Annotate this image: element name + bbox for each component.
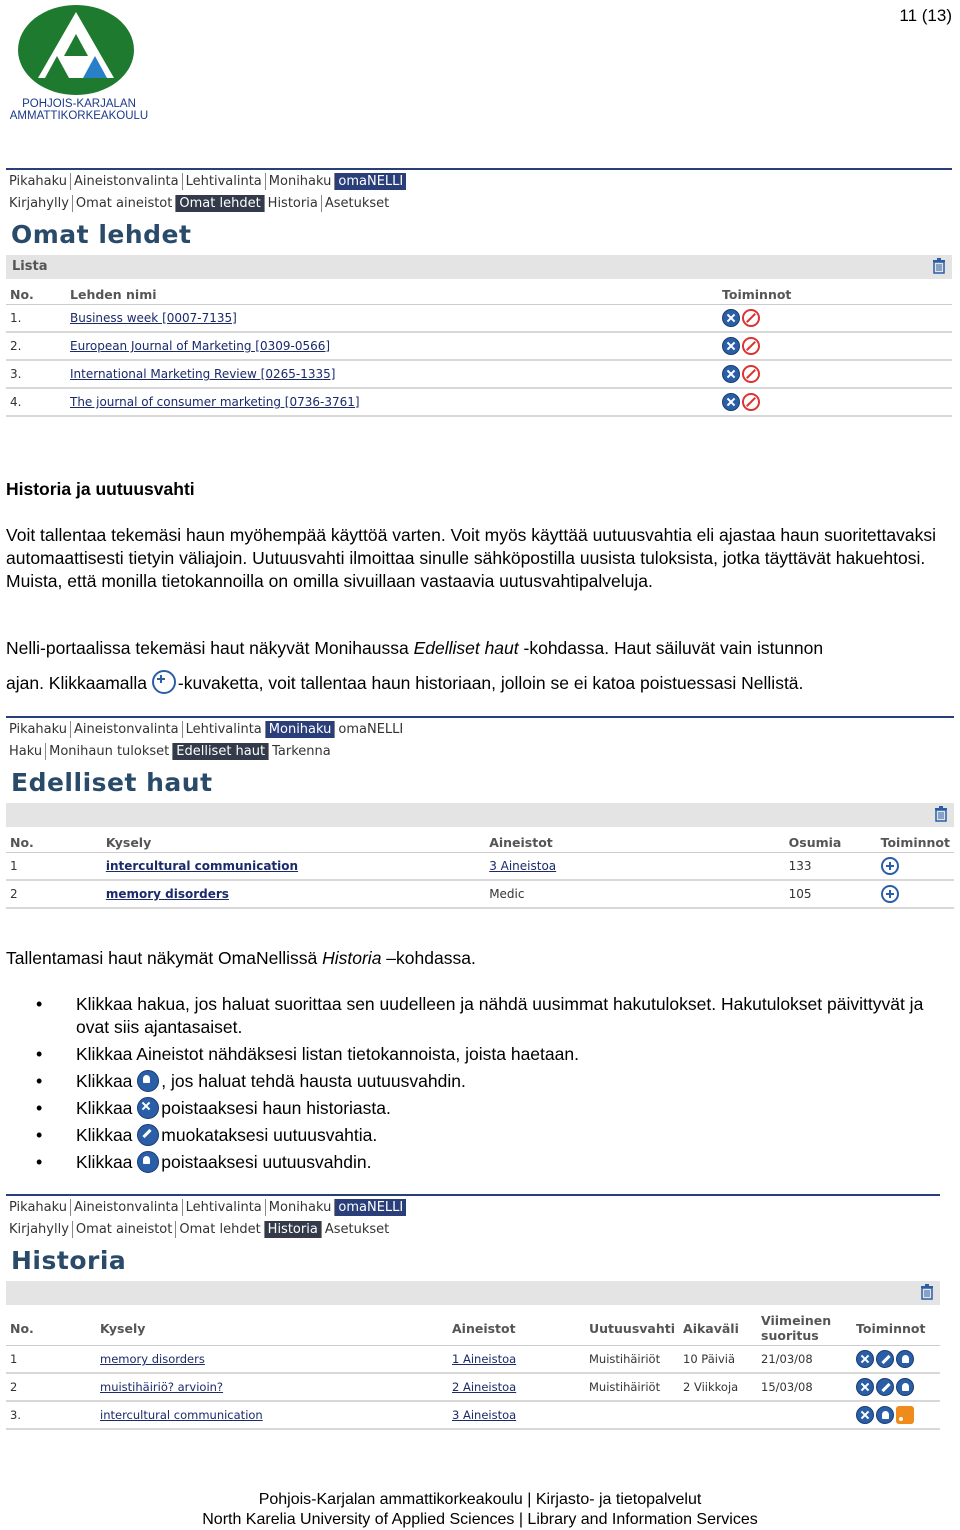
footer-line1: Pohjois-Karjalan ammattikorkeakoulu | Kirjasto- ja tietopalvelut xyxy=(258,1491,702,1508)
trash-icon[interactable] xyxy=(934,806,948,822)
edit-icon[interactable] xyxy=(876,1350,894,1368)
nav-haku[interactable]: Haku xyxy=(9,743,43,759)
table-row xyxy=(6,305,952,333)
interval xyxy=(679,1401,757,1429)
page-number: 11 (13) xyxy=(899,6,952,25)
row-no: 2 xyxy=(6,880,102,908)
query-link[interactable]: intercultural communication xyxy=(100,1408,263,1422)
col-interval: Aikaväli xyxy=(679,1305,757,1346)
delete-icon[interactable] xyxy=(856,1378,874,1396)
nav-row-sub xyxy=(6,1218,940,1240)
alert-name: Muistihäiriöt xyxy=(585,1373,679,1401)
trash-icon[interactable] xyxy=(920,1284,934,1300)
databases-link[interactable]: 3 Aineistoa xyxy=(452,1408,517,1422)
no-entry-icon[interactable] xyxy=(742,365,760,383)
shot-title: Omat lehdet xyxy=(11,220,192,249)
nav-lehtivalinta[interactable]: Lehtivalinta xyxy=(182,721,265,738)
col-query: Kysely xyxy=(96,1305,448,1346)
row-no: 4. xyxy=(6,388,66,416)
list-item: • Klikkaa Aineistot nähdäksesi listan tietokannoista, joista haetaan. xyxy=(36,1043,936,1066)
nav-pikahaku[interactable]: Pikahaku xyxy=(9,1199,68,1215)
section-heading: Historia ja uutuusvahti xyxy=(6,479,195,499)
screenshot-edelliset-haut xyxy=(6,716,954,909)
panel-label: Lista xyxy=(12,259,48,274)
delete-icon[interactable] xyxy=(856,1406,874,1424)
query-link[interactable]: memory disorders xyxy=(105,887,229,901)
nav-tarkenna[interactable]: Tarkenna xyxy=(268,743,334,760)
shot-title: Edelliset haut xyxy=(11,768,213,797)
nav-lehtivalinta[interactable]: Lehtivalinta xyxy=(182,1199,265,1216)
alert-bell-icon xyxy=(137,1151,159,1173)
paragraph-2b: ajan. Klikkaamalla -kuvaketta, voit tallentaa haun historiaan, jolloin se ei katoa poistuessasi Nellistä. xyxy=(6,668,946,698)
table-row xyxy=(6,1346,940,1374)
nav-monihaun-tulokset[interactable]: Monihaun tulokset xyxy=(45,743,172,760)
journal-link[interactable]: European Journal of Marketing [0309-0566] xyxy=(70,339,331,353)
journals-table xyxy=(6,279,952,417)
alert-name: Muistihäiriöt xyxy=(585,1346,679,1374)
instructions-list xyxy=(36,993,936,1178)
no-entry-icon[interactable] xyxy=(742,393,760,411)
row-no: 1 xyxy=(6,1346,96,1374)
col-last-run: Viimeinen suoritus xyxy=(757,1305,852,1346)
row-no: 3. xyxy=(6,360,66,388)
edit-icon[interactable] xyxy=(876,1378,894,1396)
col-no: No. xyxy=(6,279,66,305)
nav-row-main xyxy=(6,1196,940,1218)
interval: 2 Viikkoja xyxy=(679,1373,757,1401)
no-entry-icon[interactable] xyxy=(742,309,760,327)
panel-bar xyxy=(6,255,952,279)
screenshot-omat-lehdet xyxy=(6,168,952,417)
nav-lehtivalinta[interactable]: Lehtivalinta xyxy=(182,173,265,190)
paragraph-1: Voit tallentaa tekemäsi haun myöhempää käyttöä varten. Voit myös käyttää uutuusvahtia eli ajastaa haun suoritettavaksi automaattisesti tietyin väliajoin. Uutuusvahti ilmoittaa sinulle sähköpostilla uusista tuloksista, jotka täyttävät hakuehtosi. Muista, että monilla tietokannoilla on omilla sivuillaan vastaavia uutusvahtipalveluja. xyxy=(6,525,936,591)
shot-title: Historia xyxy=(11,1246,127,1275)
journal-link[interactable]: The journal of consumer marketing [0736-3761] xyxy=(70,395,360,409)
table-row xyxy=(6,1401,940,1429)
list-item: • Klikkaa muokataksesi uutuusvahtia. xyxy=(36,1124,936,1147)
last-run: 21/03/08 xyxy=(757,1346,852,1374)
nav-monihaku[interactable]: Monihaku xyxy=(265,173,335,190)
logo-text-line2: AMMATTIKORKEAKOULU xyxy=(9,110,149,122)
nav-asetukset[interactable]: Asetukset xyxy=(321,195,392,212)
list-item: • Klikkaa hakua, jos haluat suorittaa sen uudelleen ja nähdä uusimmat hakutulokset. Hakutulokset päivittyvät ja ovat siis ajantasaiset. xyxy=(36,993,936,1039)
delete-icon[interactable] xyxy=(722,337,740,355)
nav-pikahaku[interactable]: Pikahaku xyxy=(9,721,68,737)
row-no: 2. xyxy=(6,332,66,360)
nav-kirjahylly[interactable]: Kirjahylly xyxy=(9,195,69,211)
databases-link[interactable]: 2 Aineistoa xyxy=(452,1380,517,1394)
delete-icon[interactable] xyxy=(856,1350,874,1368)
col-hits: Osumia xyxy=(785,827,877,853)
nav-asetukset[interactable]: Asetukset xyxy=(321,1221,392,1238)
nav-kirjahylly[interactable]: Kirjahylly xyxy=(9,1221,69,1237)
nav-monihaku[interactable]: Monihaku xyxy=(265,721,335,738)
list-item: • Klikkaa poistaaksesi haun historiasta. xyxy=(36,1097,936,1120)
history-table xyxy=(6,1305,940,1430)
journal-link[interactable]: International Marketing Review [0265-1335] xyxy=(70,367,336,381)
nav-row-sub xyxy=(6,192,952,214)
previous-searches-table xyxy=(6,827,954,909)
nav-row-main xyxy=(6,170,952,192)
nav-pikahaku[interactable]: Pikahaku xyxy=(9,173,68,189)
databases: Medic xyxy=(485,880,784,908)
col-databases: Aineistot xyxy=(485,827,784,853)
save-plus-icon[interactable] xyxy=(881,857,899,875)
delete-icon[interactable] xyxy=(722,393,740,411)
alert-bell-icon[interactable] xyxy=(896,1378,914,1396)
col-actions: Toiminnot xyxy=(877,827,954,853)
databases-link[interactable]: 3 Aineistoa xyxy=(489,859,557,873)
edit-icon xyxy=(137,1124,159,1146)
screenshot-historia xyxy=(6,1194,940,1430)
logo-mark xyxy=(18,4,138,96)
nav-omanelli[interactable]: omaNELLI xyxy=(334,721,406,738)
interval: 10 Päiviä xyxy=(679,1346,757,1374)
nav-omat-aineistot[interactable]: Omat aineistot xyxy=(72,1221,175,1238)
nav-omanelli[interactable]: omaNELLI xyxy=(334,173,406,190)
nav-historia[interactable]: Historia xyxy=(264,195,321,212)
logo xyxy=(6,4,152,122)
nav-aineistonvalinta[interactable]: Aineistonvalinta xyxy=(70,721,182,738)
col-actions: Toiminnot xyxy=(852,1305,940,1346)
table-row xyxy=(6,332,952,360)
nav-row-main xyxy=(6,718,954,740)
row-no: 1 xyxy=(6,853,102,881)
paragraph-2: Nelli-portaalissa tekemäsi haut näkyvät Monihaussa Edelliset haut -kohdassa. Haut säiluvät vain istunnon xyxy=(6,638,824,658)
list-item: • Klikkaa poistaaksesi uutuusvahdin. xyxy=(36,1151,936,1174)
delete-icon[interactable] xyxy=(722,365,740,383)
col-no: No. xyxy=(6,827,102,853)
nav-aineistonvalinta[interactable]: Aineistonvalinta xyxy=(70,1199,182,1216)
col-actions: Toiminnot xyxy=(718,279,952,305)
table-row xyxy=(6,388,952,416)
nav-edelliset-haut[interactable]: Edelliset haut xyxy=(172,743,268,760)
logo-text-line1: POHJOIS-KARJALAN xyxy=(22,98,136,110)
delete-icon xyxy=(137,1097,159,1119)
row-no: 2 xyxy=(6,1373,96,1401)
nav-omat-lehdet[interactable]: Omat lehdet xyxy=(175,195,263,212)
col-databases: Aineistot xyxy=(448,1305,585,1346)
table-row xyxy=(6,853,954,881)
paragraph-3: Tallentamasi haut näkymät OmaNellissä Historia –kohdassa. xyxy=(6,948,476,968)
nav-omat-aineistot[interactable]: Omat aineistot xyxy=(72,195,175,212)
col-alert: Uutuusvahti xyxy=(585,1305,679,1346)
footer-line2: North Karelia University of Applied Sciences | Library and Information Services xyxy=(202,1511,758,1528)
alert-bell-icon[interactable] xyxy=(896,1350,914,1368)
trash-icon[interactable] xyxy=(932,258,946,274)
alert-bell-icon xyxy=(137,1070,159,1092)
nav-historia[interactable]: Historia xyxy=(264,1221,321,1238)
hits: 133 xyxy=(785,853,877,881)
row-no: 1. xyxy=(6,305,66,333)
table-row xyxy=(6,360,952,388)
query-link[interactable]: intercultural communication xyxy=(105,859,299,873)
last-run xyxy=(757,1401,852,1429)
query-link[interactable]: memory disorders xyxy=(100,1352,205,1366)
databases-link[interactable]: 1 Aineistoa xyxy=(452,1352,517,1366)
save-plus-icon xyxy=(152,670,176,694)
panel-bar xyxy=(6,803,954,827)
list-item: • Klikkaa , jos haluat tehdä hausta uutuusvahdin. xyxy=(36,1070,936,1093)
last-run: 15/03/08 xyxy=(757,1373,852,1401)
col-name: Lehden nimi xyxy=(66,279,718,305)
rss-icon[interactable] xyxy=(896,1406,914,1424)
alert-name xyxy=(585,1401,679,1429)
hits: 105 xyxy=(785,880,877,908)
nav-aineistonvalinta[interactable]: Aineistonvalinta xyxy=(70,173,182,190)
nav-row-sub xyxy=(6,740,954,762)
alert-bell-icon[interactable] xyxy=(876,1406,894,1424)
save-plus-icon[interactable] xyxy=(881,885,899,903)
row-no: 3. xyxy=(6,1401,96,1429)
col-no: No. xyxy=(6,1305,96,1346)
no-entry-icon[interactable] xyxy=(742,337,760,355)
col-query: Kysely xyxy=(102,827,485,853)
nav-monihaku[interactable]: Monihaku xyxy=(265,1199,335,1216)
footer xyxy=(0,1490,960,1530)
query-link[interactable]: muistihäiriö? arvioin? xyxy=(100,1380,224,1394)
table-row xyxy=(6,880,954,908)
journal-link[interactable]: Business week [0007-7135] xyxy=(70,311,237,325)
panel-bar xyxy=(6,1281,940,1305)
table-row xyxy=(6,1373,940,1401)
delete-icon[interactable] xyxy=(722,309,740,327)
nav-omanelli[interactable]: omaNELLI xyxy=(334,1199,406,1216)
nav-omat-lehdet[interactable]: Omat lehdet xyxy=(175,1221,263,1238)
